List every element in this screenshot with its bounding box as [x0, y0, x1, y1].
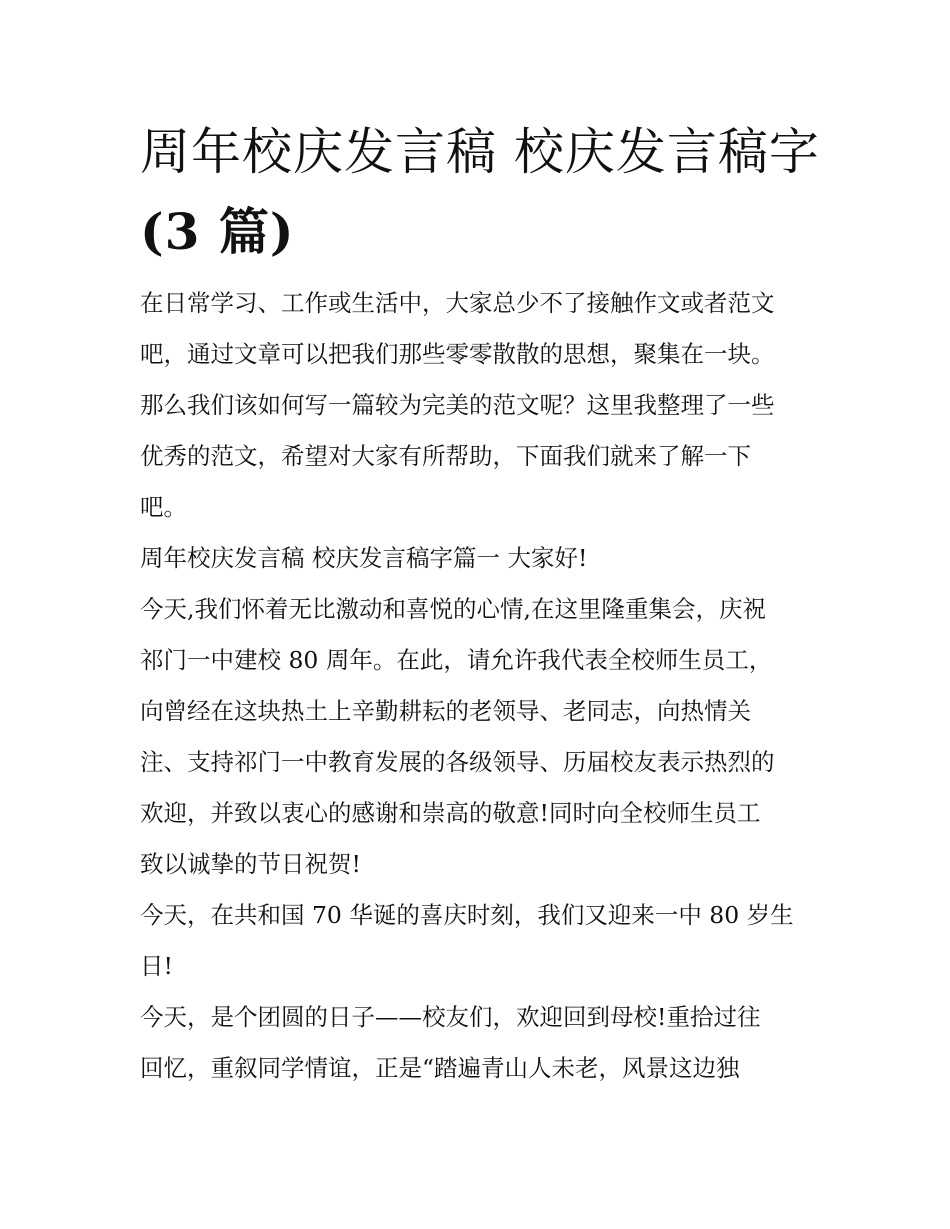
text-line: 注、支持祁门一中教育发展的各级领导、历届校友表示热烈的 [140, 748, 775, 776]
text-line: 今天，在共和国 70 华诞的喜庆时刻，我们又迎来一中 80 岁生 [140, 901, 794, 929]
document-title [140, 112, 820, 272]
text-line: 优秀的范文，希望对大家有所帮助，下面我们就来了解一下 [140, 442, 751, 470]
text-line: 欢迎，并致以衷心的感谢和崇高的敬意!同时向全校师生员工 [140, 799, 761, 827]
text-line: 吧。 [140, 493, 187, 521]
title-line-2: (3 篇) [140, 202, 295, 261]
text-line: 回忆，重叙同学情谊，正是“踏遍青山人未老，风景这边独 [140, 1054, 740, 1082]
text-line: 今天，是个团圆的日子——校友们，欢迎回到母校!重拾过往 [140, 1003, 761, 1031]
text-line: 在日常学习、工作或生活中，大家总少不了接触作文或者范文 [140, 289, 775, 317]
text-line: 日! [140, 952, 173, 980]
text-line: 祁门一中建校 80 周年。在此，请允许我代表全校师生员工， [140, 646, 773, 674]
text-line: 今天,我们怀着无比激动和喜悦的心情,在这里隆重集会，庆祝 [140, 595, 766, 623]
title-line-1: 周年校庆发言稿 校庆发言稿字 [140, 123, 820, 181]
text-line: 向曾经在这块热土上辛勤耕耘的老领导、老同志，向热情关 [140, 697, 751, 725]
document-body [140, 278, 830, 1094]
section-heading-line: 周年校庆发言稿 校庆发言稿字篇一 大家好! [140, 544, 588, 572]
text-line: 致以诚挚的节日祝贺! [140, 850, 361, 878]
text-line: 吧，通过文章可以把我们那些零零散散的思想，聚集在一块。 [140, 340, 775, 368]
text-line: 那么我们该如何写一篇较为完美的范文呢？这里我整理了一些 [140, 391, 775, 419]
